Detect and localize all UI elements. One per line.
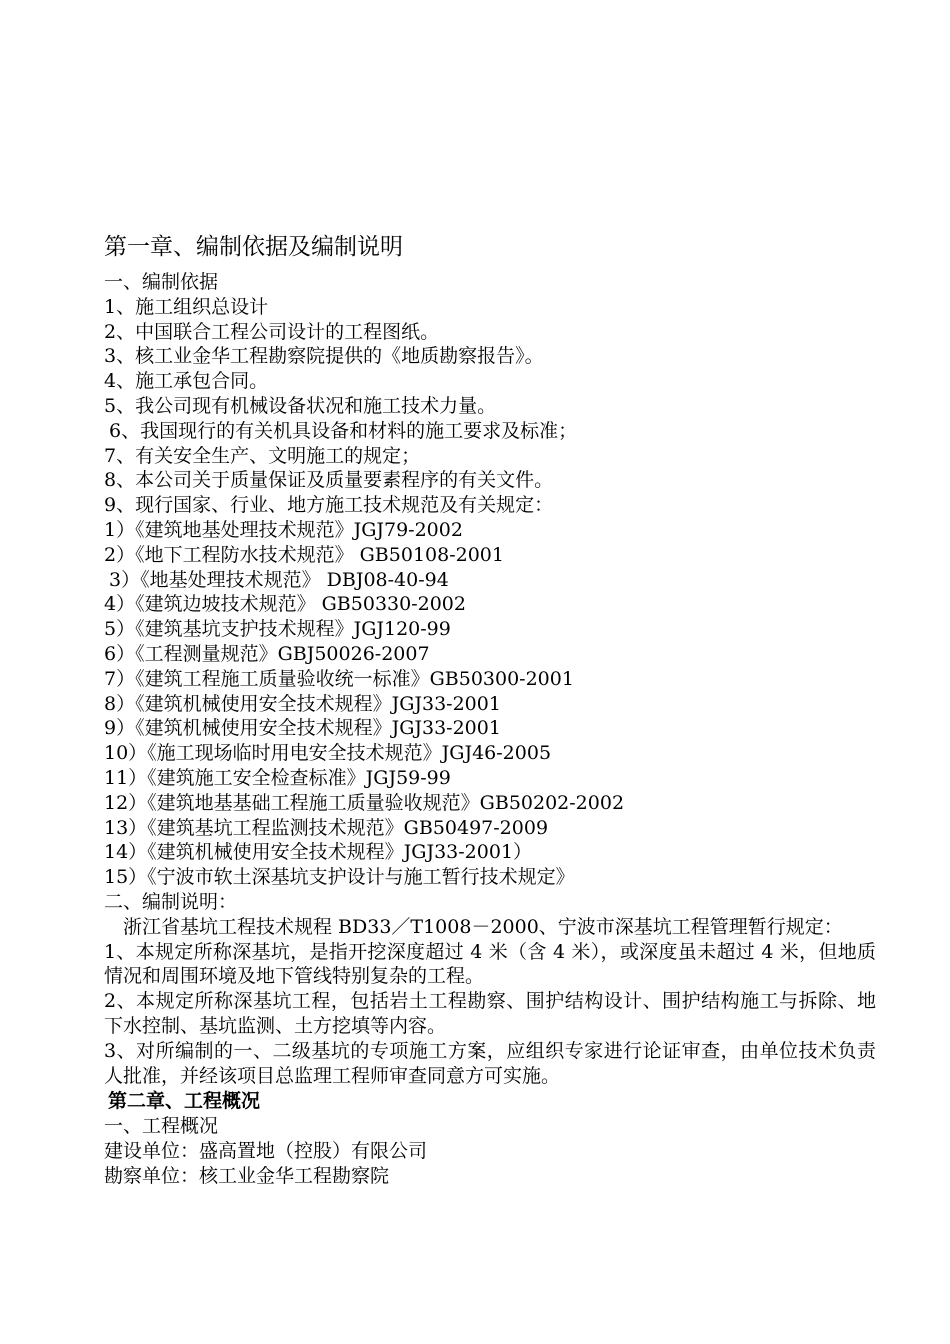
standard-item: 15）《宁波市软土深基坑支护设计与施工暂行技术规定》 (104, 866, 575, 889)
standard-item: 14）《建筑机械使用安全技术规程》JGJ33-2001） (104, 841, 533, 864)
standard-item: 6）《工程测量规范》GBJ50026-2007 (104, 642, 430, 665)
standard-item: 3）《地基处理技术规范》 DBJ08-40-94 (109, 568, 449, 591)
basis-item: 3、核工业金华工程勘察院提供的《地质勘察报告》。 (104, 345, 544, 368)
standard-item: 10）《施工现场临时用电安全技术规范》JGJ46-2005 (104, 742, 552, 765)
document-body (104, 230, 876, 1189)
note-item: 3、对所编制的一、二级基坑的专项施工方案，应组织专家进行论证审查，由单位技术负责人批准，并经该项目总监理工程师审查同意方可实施。 (104, 1039, 876, 1087)
standard-item: 11）《建筑施工安全检查标准》JGJ59-99 (104, 766, 451, 789)
project-detail: 勘察单位：核工业金华工程勘察院 (104, 1164, 390, 1187)
basis-item: 4、施工承包合同。 (104, 370, 269, 393)
basis-item: 6、我国现行的有关机具设备和材料的施工要求及标准； (109, 419, 578, 442)
chapter-2-title: 第二章、工程概况 (108, 1090, 261, 1113)
section-heading-overview: 一、工程概况 (104, 1115, 219, 1138)
standard-item: 5）《建筑基坑支护技术规程》JGJ120-99 (104, 618, 451, 641)
basis-item: 5、我公司现有机械设备状况和施工技术力量。 (104, 394, 497, 417)
notes-intro: 浙江省基坑工程技术规程 BD33／T1008－2000、宁波市深基坑工程管理暂行规定： (123, 915, 843, 938)
standard-item: 13）《建筑基坑工程监测技术规范》GB50497-2009 (104, 816, 549, 839)
project-detail: 建设单位：盛高置地（控股）有限公司 (104, 1140, 428, 1163)
basis-item: 2、中国联合工程公司设计的工程图纸。 (104, 320, 440, 343)
standard-item: 7）《建筑工程施工质量验收统一标准》GB50300-2001 (104, 667, 574, 690)
basis-item: 9、现行国家、行业、地方施工技术规范及有关规定： (104, 494, 554, 517)
standard-item: 8）《建筑机械使用安全技术规程》JGJ33-2001 (104, 692, 501, 715)
note-item: 2、本规定所称深基坑工程，包括岩土工程勘察、围护结构设计、围护结构施工与拆除、地下水控制、基坑监测、土方挖填等内容。 (104, 990, 876, 1037)
basis-item: 8、本公司关于质量保证及质量要素程序的有关文件。 (104, 469, 554, 492)
basis-item: 1、施工组织总设计 (104, 295, 269, 318)
section-heading-basis: 一、编制依据 (104, 271, 219, 293)
standard-item: 2）《地下工程防水技术规范》 GB50108-2001 (104, 543, 504, 566)
chapter-1-title: 第一章、编制依据及编制说明 (104, 234, 403, 260)
note-item: 1、本规定所称深基坑，是指开挖深度超过 4 米（含 4 米），或深度虽未超过 4 米，但地质情况和周围环境及地下管线特别复杂的工程。 (104, 940, 876, 988)
section-heading-notes: 二、编制说明： (104, 890, 238, 913)
basis-item: 7、有关安全生产、文明施工的规定； (104, 444, 421, 467)
standard-item: 1）《建筑地基处理技术规范》JGJ79-2002 (104, 518, 463, 541)
standard-item: 12）《建筑地基基础工程施工质量验收规范》GB50202-2002 (104, 791, 625, 814)
standard-item: 9）《建筑机械使用安全技术规程》JGJ33-2001 (104, 717, 501, 740)
standard-item: 4）《建筑边坡技术规范》 GB50330-2002 (104, 593, 466, 616)
